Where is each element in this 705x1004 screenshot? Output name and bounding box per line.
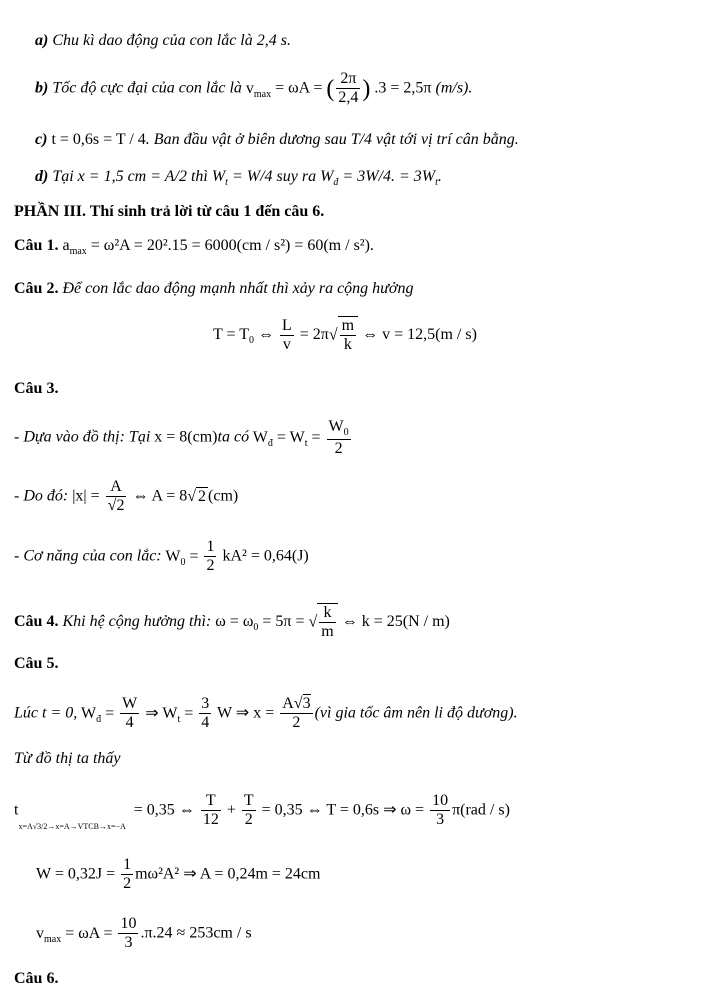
question-5-line-5: $v_{max} = \omega A$ = $\frac{10}{3}$ .π.24 ≈ 253cm / s: [36, 915, 252, 952]
answer-a: [35, 32, 291, 50]
answer-a-label: a): [35, 32, 49, 49]
answer-b-tail: .3 = 2,5π: [374, 79, 432, 97]
question-3-line-1: - Dựa vào đồ thị: Tại x = 8(cm)ta có $W_đ = W_t$ = $\frac{W_0}{2}$: [14, 418, 349, 457]
question-2-label: Câu 2.: [14, 280, 59, 297]
question-3-line-2: - Do đó: |x| = $\frac{A}{√2}$ ⇔ A = 8√ 2 (cm): [14, 478, 239, 515]
question-6: [14, 970, 58, 988]
question-5-line-3: tx=A√3/2→x=A→VTCB→x=−A = 0,35 ⇔ $\frac{T}{12}$ + $\frac{T}{2}$ = 0,35 ⇔ T = 0,6s ⇒ ω = $\frac{10}{3}$ π(rad / s): [14, 792, 510, 831]
question-6-label: Câu 6.: [14, 970, 59, 987]
question-5: [14, 655, 58, 673]
question-1: [14, 237, 374, 257]
answer-d-label: d): [35, 168, 49, 185]
question-1-math: $a_{max} = \omega^2A = 20^2.15 = 6000(cm / s^2) = 60(m / s^2)$.: [62, 237, 374, 257]
question-3-line-3: - Cơ năng của con lắc: $W_0$ = $\frac{1}{2}$ kA² = 0,64(J): [14, 538, 309, 575]
answer-c-text: . Ban đầu vật ở biên dương sau T/4 vật tới vị trí cân bằng.: [145, 131, 519, 148]
question-3: [14, 380, 58, 398]
answer-d-text: Tại x = 1,5 cm = A/2 thì $W_t = W/4$ suy ra $W_đ = 3W/4$. = $3W_t$.: [52, 168, 442, 188]
question-2-text: Để con lắc dao động mạnh nhất thì xảy ra cộng hưởng: [62, 280, 414, 297]
answer-d: [35, 168, 442, 188]
question-3-label: Câu 3.: [14, 380, 59, 397]
section-heading-text: PHẦN III. Thí sinh trả lời từ câu 1 đến câu 6.: [14, 203, 325, 220]
answer-b-label: b): [35, 79, 49, 97]
question-5-line-2: Từ đồ thị ta thấy: [14, 750, 121, 767]
section-heading: [14, 203, 324, 221]
answer-b-eq: = ωA =: [275, 79, 323, 97]
answer-b-unit: (m/s).: [435, 79, 473, 97]
question-4-label: Câu 4.: [14, 613, 59, 631]
answer-b-vmax: $v_{max}$: [245, 79, 272, 100]
question-5-line-1: Lúc t = 0, $W_đ$ = $\frac{W}{4}$ ⇒ $W_t$ = $\frac{3}{4}$ W ⇒ x = $\frac{A√3}{2}$ (vì gia tốc âm nên li độ dương).: [14, 695, 518, 732]
answer-b-fraction: $\frac{2\pi}{2,4}$: [338, 70, 359, 107]
answer-c: [35, 131, 519, 149]
answer-a-text: Chu kì dao động của con lắc là 2,4 s.: [52, 32, 291, 49]
answer-c-label: c): [35, 131, 48, 148]
question-2-equation: $T = T_0$ ⇔ $\frac{L}{v}$ = 2π√ $\frac{m}{k}$ ⇔ v = 12,5(m / s): [213, 316, 477, 354]
question-4: Câu 4. Khi hệ cộng hưởng thì: $\omega = \omega_0 = 5\pi$ = √ $\frac{k}{m}$ ⇔ k = 25(N / m): [14, 604, 450, 641]
answer-b-text: Tốc độ cực đại của con lắc là: [52, 79, 242, 97]
question-5-line-4: W = 0,32J = $\frac{1}{2}$ mω²A² ⇒ A = 0,24m = 24cm: [36, 856, 321, 893]
question-5-label: Câu 5.: [14, 655, 59, 672]
answer-b: b) Tốc độ cực đại của con lắc là $v_{max} = \omega A$ = ( $\frac{2\pi}{2,4}$ ) .3 = 2,5π (m/s).: [35, 70, 473, 107]
answer-c-math: t = 0,6s = T / 4: [51, 131, 146, 148]
question-2: [14, 280, 413, 298]
question-1-label: Câu 1.: [14, 237, 59, 254]
